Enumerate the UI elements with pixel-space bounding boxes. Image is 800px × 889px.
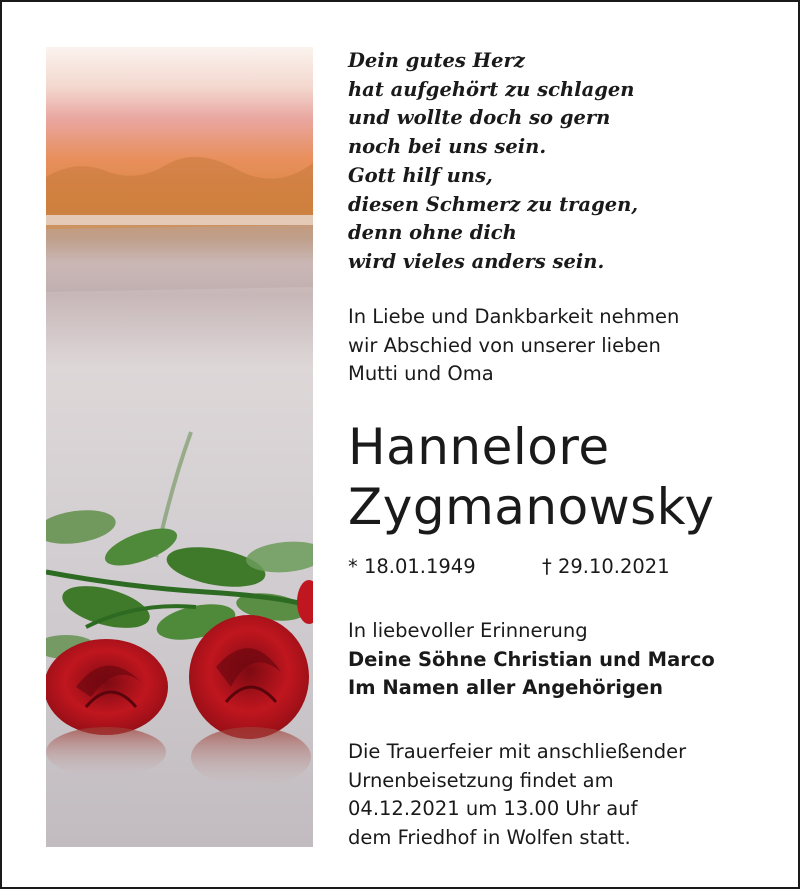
- poem-line: Dein gutes Herz: [348, 49, 525, 72]
- mourners-line: Deine Söhne Christian und Marco: [348, 647, 715, 671]
- memory-line: In liebevoller Erinnerung: [348, 619, 588, 642]
- last-name: Zygmanowsky: [348, 478, 715, 536]
- poem-line: und wollte doch so gern: [348, 106, 611, 130]
- poem-line: hat aufgehört zu schlagen: [348, 77, 635, 101]
- memory-text: [348, 617, 715, 703]
- poem-line: diesen Schmerz zu tragen,: [348, 192, 639, 216]
- text-column: [348, 47, 768, 849]
- death-date: † 29.10.2021: [542, 555, 670, 578]
- deceased-name: [348, 417, 714, 537]
- funeral-line: Urnenbeisetzung findet am: [348, 768, 614, 792]
- funeral-line: dem Friedhof in Wolfen statt.: [348, 825, 631, 849]
- first-name: Hannelore: [348, 418, 610, 476]
- birth-date: * 18.01.1949: [348, 555, 476, 578]
- poem-line: denn ohne dich: [348, 221, 517, 245]
- family-line: Im Namen aller Angehörigen: [348, 676, 664, 699]
- funeral-info: [348, 738, 686, 852]
- intro-line: Mutti und Oma: [348, 362, 494, 385]
- intro-line: In Liebe und Dankbarkeit nehmen: [348, 305, 680, 328]
- funeral-line: 04.12.2021 um 13.00 Uhr auf: [348, 797, 638, 820]
- intro-text: [348, 303, 679, 389]
- poem-line: Gott hilf uns,: [348, 163, 493, 187]
- intro-line: wir Abschied von unserer lieben: [348, 333, 661, 357]
- poem-line: noch bei uns sein.: [348, 135, 547, 159]
- poem-line: wird vieles anders sein.: [348, 249, 605, 273]
- roses-on-water-image: [46, 47, 313, 847]
- funeral-line: Die Trauerfeier mit anschließender: [348, 740, 687, 763]
- poem: [348, 47, 768, 277]
